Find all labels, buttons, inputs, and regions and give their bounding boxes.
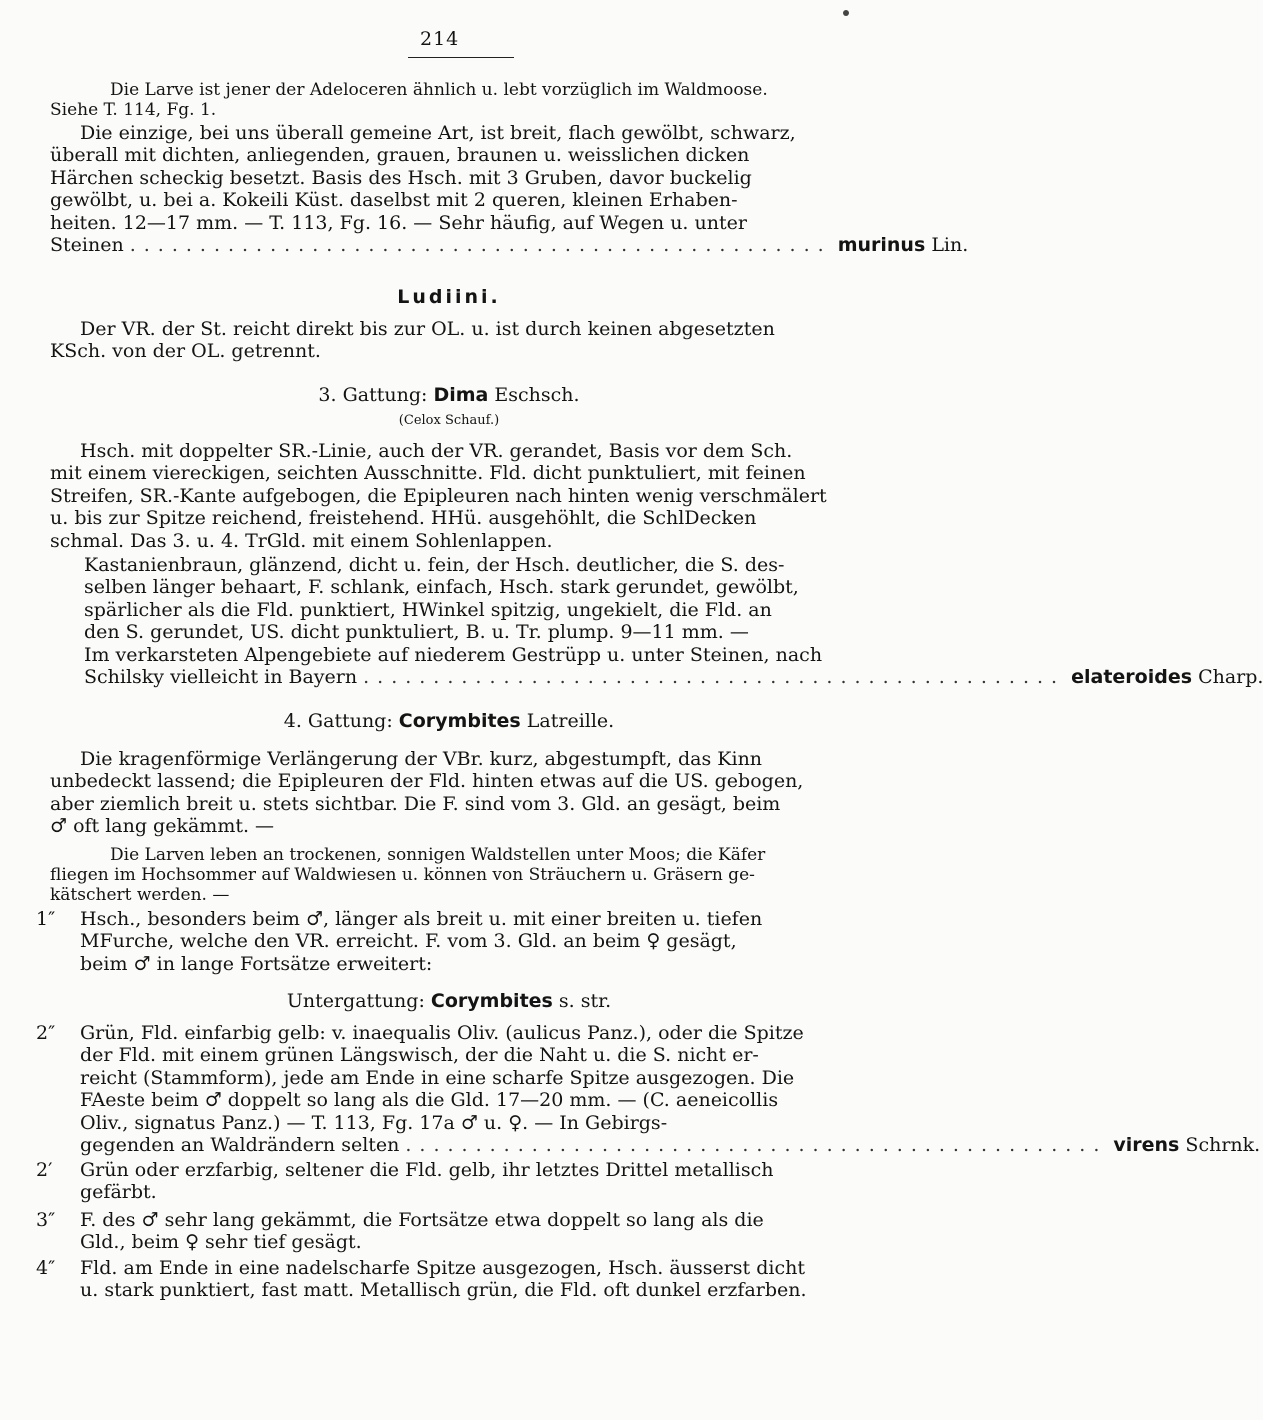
species-leader-line (80, 1134, 1261, 1157)
text-line: Die Larven leben an trockenen, sonnigen Waldstellen unter Moos; die Käfer (110, 845, 766, 865)
text-line: selben länger behaart, F. schlank, einfach, Hsch. stark gerundet, gewölbt, (84, 576, 799, 599)
species-leader-line (84, 666, 1263, 689)
leader-text: Schilsky vielleicht in Bayern (84, 666, 358, 689)
corymbites-description (50, 748, 848, 838)
text-line: der Fld. mit einem grünen Längswisch, der die Naht u. die S. nicht er- (80, 1044, 759, 1067)
text-line: gefärbt. (80, 1181, 157, 1204)
tribe-heading (50, 286, 848, 308)
genus-synonym (50, 410, 848, 432)
couplet-number: 2′ (36, 1159, 53, 1181)
species-author: Schrnk. (1185, 1134, 1261, 1157)
text-line: Härchen scheckig besetzt. Basis des Hsch. mit 3 Gruben, davor buckelig (50, 166, 752, 189)
text-line: Grün oder erzfarbig, seltener die Fld. gelb, ihr letztes Drittel metallisch (80, 1159, 774, 1181)
couplet-number: 2″ (36, 1022, 56, 1044)
text-line: Fld. am Ende in eine nadelscharfe Spitze ausgezogen, Hsch. äusserst dicht (80, 1257, 805, 1279)
species-leader-line (50, 234, 969, 257)
genus-author: Latreille. (526, 710, 615, 732)
text-line: fliegen im Hochsommer auf Waldwiesen u. können von Sträuchern u. Gräsern ge- (50, 865, 755, 885)
leader-text: Steinen (50, 234, 124, 257)
text-line: Die kragenförmige Verlängerung der VBr. kurz, abgestumpft, das Kinn (80, 748, 763, 770)
text-line: Siehe T. 114, Fg. 1. (50, 100, 217, 120)
key-couplet-3 (36, 1209, 848, 1254)
text-line: u. stark punktiert, fast matt. Metallisch grün, die Fld. oft dunkel erzfarben. (80, 1279, 807, 1302)
dima-species (84, 554, 1263, 689)
species-name: murinus (837, 234, 926, 257)
text-line: reicht (Stammform), jede am Ende in eine scharfe Spitze ausgezogen. Die (80, 1066, 795, 1089)
tribe-description (50, 318, 848, 363)
leader-text: gegenden an Waldrändern selten (80, 1134, 400, 1157)
text-line: gewölbt, u. bei a. Kokeili Küst. daselbst mit 2 queren, kleinen Erhaben- (50, 189, 738, 212)
larva-note (50, 80, 848, 120)
text-line: Im verkarsteten Alpengebiete auf niederem Gestrüpp u. unter Steinen, nach (84, 643, 823, 666)
page-number: 214 (420, 28, 460, 50)
genus-name: Corymbites (398, 710, 521, 732)
text-line: kätschert werden. — (50, 885, 230, 905)
couplet-number: 1″ (36, 908, 56, 930)
text-line: schmal. Das 3. u. 4. TrGld. mit einem Sohlenlappen. (50, 529, 553, 552)
genus-name: Dima (433, 384, 489, 406)
text-line: Grün, Fld. einfarbig gelb: v. inaequalis Oliv. (aulicus Panz.), oder die Spitze (80, 1022, 804, 1044)
text-line: beim ♂ in lange Fortsätze erweitert: (80, 952, 433, 975)
text-line: Streifen, SR.-Kante aufgebogen, die Epipleuren nach hinten wenig verschmälert (50, 484, 827, 507)
subgenus-name: Corymbites (430, 990, 553, 1012)
ink-speck (843, 10, 849, 16)
text-line: Die einzige, bei uns überall gemeine Art, ist breit, flach gewölbt, schwarz, (80, 122, 796, 144)
text-line: unbedeckt lassend; die Epipleuren der Fld. hinten etwas auf die US. gebogen, (50, 770, 804, 793)
text-line: heiten. 12—17 mm. — T. 113, Fg. 16. — Sehr häufig, auf Wegen u. unter (50, 211, 747, 234)
text-line: Der VR. der St. reicht direkt bis zur OL. u. ist durch keinen abgesetzten (80, 318, 775, 340)
text-line: überall mit dichten, anliegenden, grauen, braunen u. weisslichen dicken (50, 144, 750, 167)
key-couplet-4 (36, 1257, 848, 1302)
murinus-description (50, 122, 969, 257)
subgenus-prefix: Untergattung: (286, 990, 425, 1012)
text-line: aber ziemlich breit u. stets sichtbar. Die F. sind vom 3. Gld. an gesägt, beim (50, 792, 781, 815)
text-line: Die Larve ist jener der Adeloceren ähnlich u. lebt vorzüglich im Waldmoose. (110, 80, 768, 100)
key-couplet-1 (36, 908, 848, 975)
species-name: virens (1113, 1134, 1180, 1157)
text-line: Hsch., besonders beim ♂, länger als breit u. mit einer breiten u. tiefen (80, 908, 763, 930)
genus-heading-dima (50, 384, 848, 406)
text-line: Gld., beim ♀ sehr tief gesägt. (80, 1231, 362, 1254)
couplet-number: 3″ (36, 1209, 56, 1231)
text-line: MFurche, welche den VR. erreicht. F. vom 3. Gld. an beim ♀ gesägt, (80, 930, 737, 953)
text-line: FAeste beim ♂ doppelt so lang als die Gld. 17—20 mm. — (C. aeneicollis (80, 1089, 779, 1112)
species-author: Lin. (931, 234, 969, 257)
text-line: u. bis zur Spitze reichend, freistehend. HHü. ausgehöhlt, die SchlDecken (50, 507, 757, 530)
species-name: elateroides (1071, 666, 1193, 689)
text-line: mit einem viereckigen, seichten Ausschnitte. Fld. dicht punktuliert, mit feinen (50, 462, 806, 485)
text-line: spärlicher als die Fld. punktiert, HWinkel spitzig, ungekielt, die Fld. an (84, 598, 772, 621)
text-line: Oliv., signatus Panz.) — T. 113, Fg. 17a ♂ u. ♀. — In Gebirgs- (80, 1111, 668, 1134)
subgenus-heading (50, 990, 848, 1012)
tribe-title: Ludiini. (397, 286, 501, 308)
page-number-rule (408, 57, 514, 58)
key-couplet-2 (36, 1022, 1261, 1157)
genus-author: Eschsch. (494, 384, 580, 406)
text-line: ♂ oft lang gekämmt. — (50, 815, 275, 838)
text-line: KSch. von der OL. getrennt. (50, 340, 321, 363)
subgenus-suffix: s. str. (558, 990, 612, 1012)
leader-dots: .................................................. (405, 1134, 1108, 1157)
genus-prefix: 3. Gattung: (318, 384, 428, 406)
genus-heading-corymbites (50, 710, 848, 732)
text-line: Kastanienbraun, glänzend, dicht u. fein, der Hsch. deutlicher, die S. des- (84, 554, 785, 576)
species-author: Charp. (1198, 666, 1263, 689)
text-line: den S. gerundet, US. dicht punktuliert, B. u. Tr. plump. 9—11 mm. — (84, 621, 749, 644)
leader-dots: .................................................. (129, 234, 832, 257)
dima-description (50, 440, 848, 552)
genus-prefix: 4. Gattung: (283, 710, 393, 732)
synonym-text: (Celox Schauf.) (398, 413, 500, 428)
couplet-number: 4″ (36, 1257, 56, 1279)
key-couplet-2b (36, 1159, 848, 1204)
text-line: Hsch. mit doppelter SR.-Linie, auch der VR. gerandet, Basis vor dem Sch. (80, 440, 793, 462)
text-line: F. des ♂ sehr lang gekämmt, die Fortsätze etwa doppelt so lang als die (80, 1209, 764, 1231)
leader-dots: .................................................. (363, 666, 1066, 689)
corymbites-larva-note (50, 845, 848, 905)
